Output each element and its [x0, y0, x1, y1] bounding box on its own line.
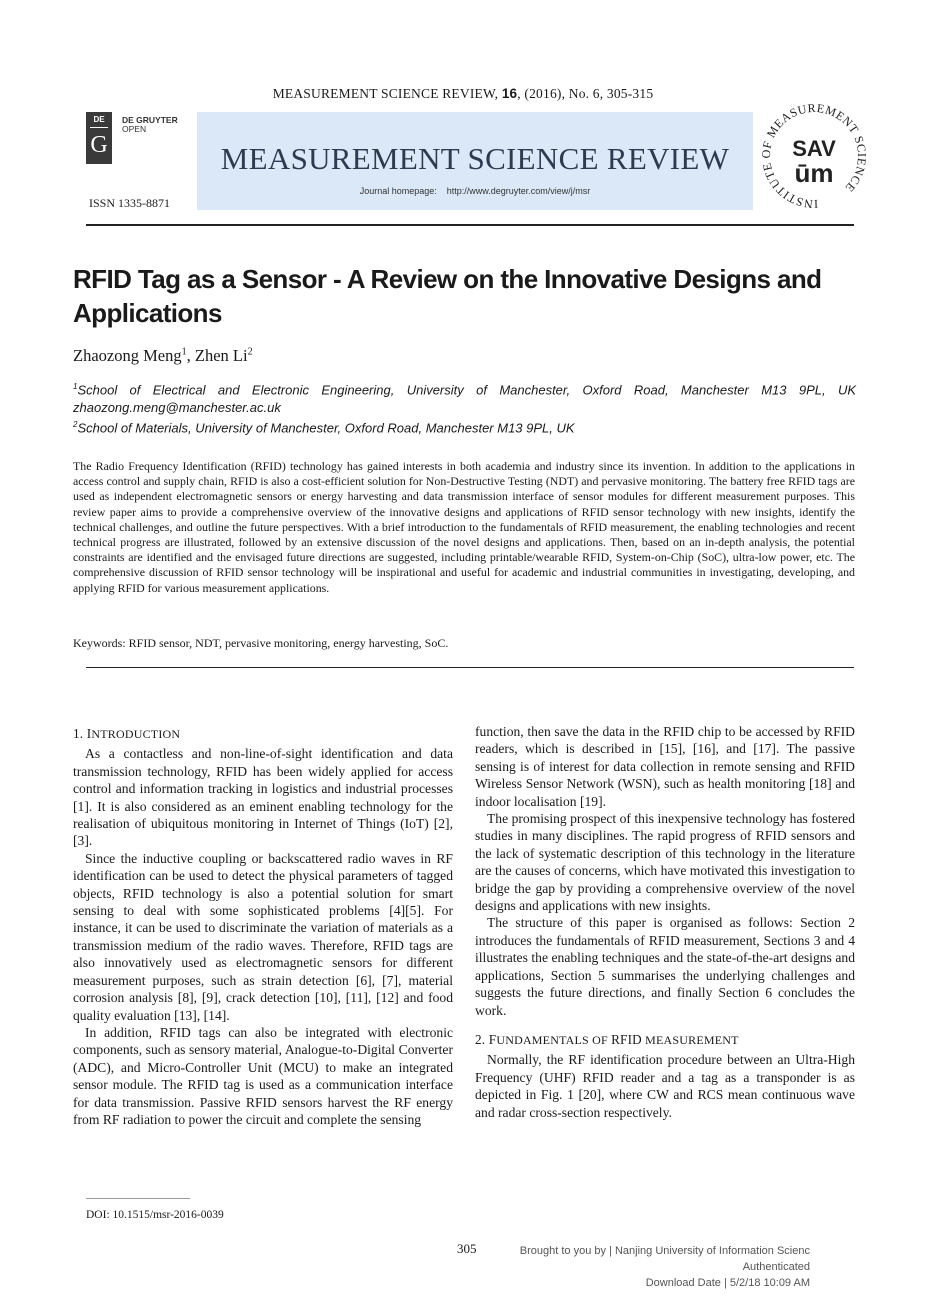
keywords: Keywords: RFID sensor, NDT, pervasive monitoring, energy harvesting, SoC.: [73, 636, 449, 650]
section-2-rest-b: MEASUREMENT: [641, 1032, 739, 1047]
logo-de-text: DE: [93, 115, 105, 124]
author-separator: ,: [186, 346, 195, 365]
journal-homepage: [197, 186, 753, 196]
de-gruyter-logo: [86, 112, 112, 164]
seal-sav: SAV: [792, 136, 836, 161]
affiliation-1: [73, 378, 856, 399]
section-1-initial: I: [86, 726, 92, 741]
body-column-left: [73, 725, 453, 1128]
author-1-sup: 1: [181, 346, 187, 358]
paragraph: The structure of this paper is organised as follows: Section 2 introduces the fundamentals of RFID measurement, Sections 3 and 4 illustrates the enabling techniques and the state-of-the-art designs and applications, Section 5 summarises the underlying challenges and suggests the future directions, and finally Section 6 concludes the work.: [475, 915, 855, 1018]
institute-seal-logo: [758, 100, 870, 212]
download-info-line3: Download Date | 5/2/18 10:09 AM: [645, 1276, 810, 1289]
author-email[interactable]: zhaozong.meng@manchester.ac.uk: [73, 399, 281, 415]
publisher-name: [122, 116, 178, 134]
logo-g-letter: G: [90, 132, 108, 158]
paragraph: Normally, the RF identification procedure between an Ultra-High Frequency (UHF) RFID reader and a tag as a transponder is as depicted in Fig. 1 [20], where CW and RCS mean continuous wave and radar cross-section respectively.: [475, 1052, 855, 1120]
paragraph: As a contactless and non-line-of-sight identification and data transmission technology, RFID has been widely applied for access control and information tracking in logistics and industrial processes [1]. It is also considered as an eminent enabling technology for the realisation of ubiquitous monitoring in Internet of Things (IoT) [2], [3].: [73, 746, 453, 849]
affiliation-2-text: School of Materials, University of Manchester, Oxford Road, Manchester M13 9PL, UK: [77, 420, 575, 436]
affiliations: [73, 378, 856, 437]
download-info-line1: Brought to you by | Nanjing University of Information Scienc: [519, 1245, 810, 1257]
publisher-name-sub: OPEN: [122, 124, 147, 134]
paper-title: RFID Tag as a Sensor - A Review on the Innovative Designs and Applications: [73, 264, 822, 328]
paragraph: In addition, RFID tags can also be integrated with electronic components, such as sensory material, Analogue-to-Digital Converter (ADC), and Micro-Controller Unit (MCU) to make an integrated sensor module. The RFID tag is used as a communication interface for data transmission. Passive RFID sensors harvest the RF energy from RF radiation to power the circuit and complete the sensing: [73, 1024, 453, 1127]
homepage-url[interactable]: http://www.degruyter.com/view/j/msr: [446, 186, 591, 196]
journal-title: MEASUREMENT SCIENCE REVIEW: [220, 141, 730, 176]
download-info: [482, 1244, 810, 1291]
section-2-rfid: RFID: [611, 1031, 642, 1047]
section-2-initial: F: [488, 1031, 497, 1047]
running-header-rest: , (2016), No. 6, 305-315: [517, 86, 654, 101]
affiliation-2-sup: 2: [73, 420, 78, 430]
paragraph: The promising prospect of this inexpensive technology has fostered studies in many disciplines. The rapid progress of RFID sensors and the lack of systematic description of this technology in the literature are the causes of concerns, which have motivated this investigation to bridge the gap by providing a comprehensive overview of the novel designs and applications with new insights.: [475, 811, 855, 914]
download-info-line2: Authenticated: [742, 1260, 810, 1273]
authors: [73, 346, 253, 366]
running-header-volume: 16: [501, 86, 518, 101]
paragraph: Since the inductive coupling or backscattered radio waves in RF identification can be used to detect the physical parameters of tagged objects, RFID technology is also a potential solution for smart sensing to deal with some sophisticated problems [4][5]. For instance, it can be used to discriminate the variation of materials as a transmission medium of the radio waves. Therefore, RFID tags are also innovatively used as electromagnetic sensors for different measurement purposes, such as strain detection [6], [7], material corrosion analysis [8], [9], crack detection [10], [11], [12] and food quality evaluation [13], [14].: [73, 850, 453, 1023]
affiliation-1-text: School of Electrical and Electronic Engineering, University of Manchester, Oxford Road, Manchester M13 9PL, UK: [77, 382, 856, 398]
page-number: 305: [457, 1241, 477, 1256]
paragraph-continuation: function, then save the data in the RFID chip to be accessed by RFID readers, which is described in [15], [16], and [17]. The passive sensing is of interest for data collection in remote sensing and RFID Wireless Sensor Network (WSN), such as health monitoring [18] and indoor localisation [19].: [475, 724, 855, 809]
publisher-name-main: DE GRUYTER: [122, 115, 178, 125]
doi[interactable]: DOI: 10.1515/msr-2016-0039: [86, 1209, 224, 1221]
seal-um: ūm: [794, 158, 834, 188]
section-2-heading: [475, 1031, 855, 1049]
affiliation-2: [73, 416, 856, 437]
section-1-number: 1.: [73, 726, 87, 741]
issn: ISSN 1335-8871: [89, 196, 171, 210]
abstract: The Radio Frequency Identification (RFID) technology has gained interests in both academia and industry since its invention. In addition to the applications in access control and supply chain, RFID is also a cost-efficient solution for Non-Destructive Testing (NDT) and pervasive monitoring. The battery free RFID tags are used as independent electromagnetic sensors or energy harvesting and data transmission interface of sensor modules for different measurement purposes. This review paper aims to provide a comprehensive overview of the innovative designs and applications of RFID sensor technology with new insights, identify the technical challenges, and outline the future perspectives. With a brief introduction to the fundamentals of RFID measurement, the enabling technologies and recent technical progress are illustrated, followed by an extensive discussion of the novel designs and applications. Then, based on an in-depth analysis, the potential constraints are identified and the envisaged future directions are suggested, including printable/wearable RFID, System-on-Chip (SoC), ultra-low power, etc. The comprehensive discussion of RFID sensor technology will be inspirational and useful for academic and industrial communities in investigating, developing, and applying RFID for various measurement applications.: [73, 459, 855, 595]
section-2-number: 2.: [475, 1031, 489, 1047]
author-2: Zhen Li: [194, 346, 248, 365]
author-1: Zhaozong Meng: [73, 346, 182, 365]
section-1-heading: [73, 725, 453, 743]
footnote-rule: [86, 1198, 190, 1199]
homepage-label: Journal homepage:: [359, 186, 437, 196]
seal-ring-textpath: INSTITUTE OF MEASUREMENT SCIENCE: [758, 100, 870, 212]
running-header-journal: MEASUREMENT SCIENCE REVIEW,: [272, 86, 499, 101]
author-2-sup: 2: [247, 346, 253, 358]
body-column-right: [475, 723, 855, 1121]
section-1-rest: NTRODUCTION: [91, 727, 181, 741]
header-rule: [86, 224, 854, 226]
section-2-rest-a: UNDAMENTALS OF: [496, 1032, 612, 1047]
abstract-rule: [86, 667, 854, 668]
affiliation-1-sup: 1: [73, 382, 78, 391]
